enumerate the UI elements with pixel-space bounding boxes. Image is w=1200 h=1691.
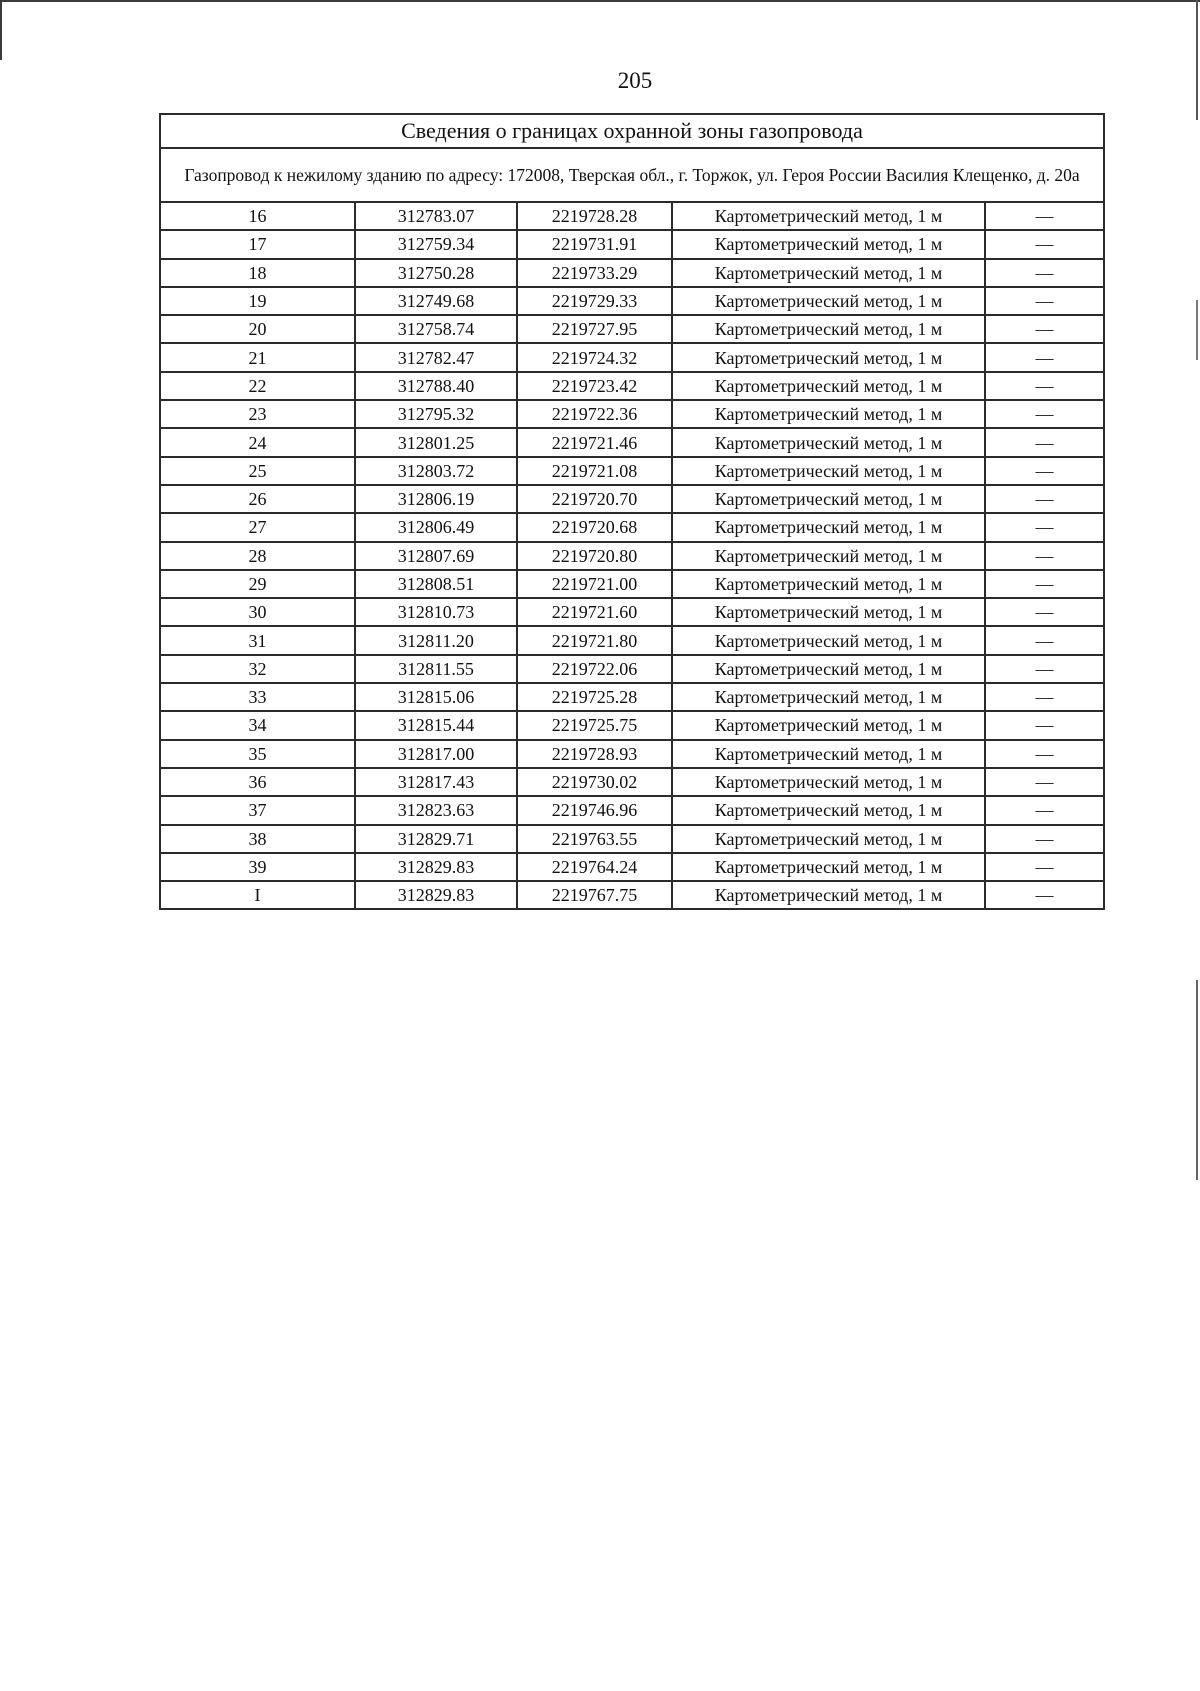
table-row	[160, 287, 1104, 315]
method-cell: Картометрический метод, 1 м	[672, 230, 985, 258]
table-row	[160, 853, 1104, 881]
table-row	[160, 626, 1104, 654]
method-cell: Картометрический метод, 1 м	[672, 825, 985, 853]
y-coordinate-cell: 2219720.68	[517, 513, 672, 541]
x-coordinate-cell: 312758.74	[355, 315, 517, 343]
method-cell: Картометрический метод, 1 м	[672, 259, 985, 287]
x-coordinate-cell: 312815.06	[355, 683, 517, 711]
point-number-cell: 34	[160, 711, 355, 739]
gas-pipeline-protection-zone-table	[159, 113, 1105, 910]
x-coordinate-cell: 312783.07	[355, 202, 517, 230]
y-coordinate-cell: 2219729.33	[517, 287, 672, 315]
table-row	[160, 513, 1104, 541]
x-coordinate-cell: 312811.20	[355, 626, 517, 654]
note-cell: —	[985, 768, 1104, 796]
method-cell: Картометрический метод, 1 м	[672, 570, 985, 598]
method-cell: Картометрический метод, 1 м	[672, 542, 985, 570]
method-cell: Картометрический метод, 1 м	[672, 485, 985, 513]
x-coordinate-cell: 312817.43	[355, 768, 517, 796]
point-number-cell: 19	[160, 287, 355, 315]
y-coordinate-cell: 2219728.93	[517, 740, 672, 768]
note-cell: —	[985, 485, 1104, 513]
point-number-cell: 32	[160, 655, 355, 683]
point-number-cell: I	[160, 881, 355, 909]
x-coordinate-cell: 312829.83	[355, 853, 517, 881]
point-number-cell: 38	[160, 825, 355, 853]
note-cell: —	[985, 230, 1104, 258]
point-number-cell: 33	[160, 683, 355, 711]
table-row	[160, 768, 1104, 796]
y-coordinate-cell: 2219724.32	[517, 343, 672, 371]
table-row	[160, 372, 1104, 400]
y-coordinate-cell: 2219721.80	[517, 626, 672, 654]
x-coordinate-cell: 312782.47	[355, 343, 517, 371]
x-coordinate-cell: 312803.72	[355, 457, 517, 485]
y-coordinate-cell: 2219764.24	[517, 853, 672, 881]
x-coordinate-cell: 312808.51	[355, 570, 517, 598]
note-cell: —	[985, 598, 1104, 626]
x-coordinate-cell: 312759.34	[355, 230, 517, 258]
table-row	[160, 259, 1104, 287]
point-number-cell: 30	[160, 598, 355, 626]
y-coordinate-cell: 2219722.36	[517, 400, 672, 428]
note-cell: —	[985, 711, 1104, 739]
point-number-cell: 36	[160, 768, 355, 796]
table-row	[160, 683, 1104, 711]
note-cell: —	[985, 881, 1104, 909]
table-row	[160, 881, 1104, 909]
y-coordinate-cell: 2219721.00	[517, 570, 672, 598]
x-coordinate-cell: 312806.19	[355, 485, 517, 513]
point-number-cell: 28	[160, 542, 355, 570]
point-number-cell: 35	[160, 740, 355, 768]
table-row	[160, 796, 1104, 824]
table-row	[160, 400, 1104, 428]
x-coordinate-cell: 312810.73	[355, 598, 517, 626]
y-coordinate-cell: 2219733.29	[517, 259, 672, 287]
x-coordinate-cell: 312749.68	[355, 287, 517, 315]
note-cell: —	[985, 202, 1104, 230]
table-row	[160, 711, 1104, 739]
method-cell: Картометрический метод, 1 м	[672, 626, 985, 654]
point-number-cell: 18	[160, 259, 355, 287]
y-coordinate-cell: 2219720.80	[517, 542, 672, 570]
note-cell: —	[985, 287, 1104, 315]
table-title-row	[160, 114, 1104, 148]
method-cell: Картометрический метод, 1 м	[672, 428, 985, 456]
point-number-cell: 17	[160, 230, 355, 258]
y-coordinate-cell: 2219725.75	[517, 711, 672, 739]
y-coordinate-cell: 2219721.60	[517, 598, 672, 626]
note-cell: —	[985, 315, 1104, 343]
x-coordinate-cell: 312829.83	[355, 881, 517, 909]
note-cell: —	[985, 853, 1104, 881]
x-coordinate-cell: 312750.28	[355, 259, 517, 287]
note-cell: —	[985, 740, 1104, 768]
method-cell: Картометрический метод, 1 м	[672, 598, 985, 626]
table-row	[160, 315, 1104, 343]
method-cell: Картометрический метод, 1 м	[672, 740, 985, 768]
x-coordinate-cell: 312823.63	[355, 796, 517, 824]
table-row	[160, 598, 1104, 626]
note-cell: —	[985, 259, 1104, 287]
note-cell: —	[985, 570, 1104, 598]
scan-edge-top	[0, 0, 1200, 2]
method-cell: Картометрический метод, 1 м	[672, 768, 985, 796]
table-row	[160, 485, 1104, 513]
table-subtitle: Газопровод к нежилому зданию по адресу: 172008, Тверская обл., г. Торжок, ул. Героя России Василия Клещенко, д. 20а	[160, 148, 1104, 202]
point-number-cell: 31	[160, 626, 355, 654]
note-cell: —	[985, 428, 1104, 456]
table-row	[160, 343, 1104, 371]
method-cell: Картометрический метод, 1 м	[672, 315, 985, 343]
point-number-cell: 25	[160, 457, 355, 485]
x-coordinate-cell: 312815.44	[355, 711, 517, 739]
note-cell: —	[985, 626, 1104, 654]
table-body	[160, 114, 1104, 909]
point-number-cell: 26	[160, 485, 355, 513]
method-cell: Картометрический метод, 1 м	[672, 287, 985, 315]
method-cell: Картометрический метод, 1 м	[672, 796, 985, 824]
point-number-cell: 27	[160, 513, 355, 541]
point-number-cell: 21	[160, 343, 355, 371]
scan-edge-right	[1196, 0, 1198, 1691]
method-cell: Картометрический метод, 1 м	[672, 457, 985, 485]
y-coordinate-cell: 2219721.46	[517, 428, 672, 456]
method-cell: Картометрический метод, 1 м	[672, 655, 985, 683]
point-number-cell: 37	[160, 796, 355, 824]
point-number-cell: 16	[160, 202, 355, 230]
note-cell: —	[985, 796, 1104, 824]
method-cell: Картометрический метод, 1 м	[672, 372, 985, 400]
note-cell: —	[985, 372, 1104, 400]
note-cell: —	[985, 655, 1104, 683]
y-coordinate-cell: 2219725.28	[517, 683, 672, 711]
table-row	[160, 428, 1104, 456]
y-coordinate-cell: 2219728.28	[517, 202, 672, 230]
y-coordinate-cell: 2219730.02	[517, 768, 672, 796]
y-coordinate-cell: 2219731.91	[517, 230, 672, 258]
method-cell: Картометрический метод, 1 м	[672, 202, 985, 230]
note-cell: —	[985, 683, 1104, 711]
note-cell: —	[985, 457, 1104, 485]
point-number-cell: 24	[160, 428, 355, 456]
note-cell: —	[985, 542, 1104, 570]
table-row	[160, 570, 1104, 598]
table-row	[160, 457, 1104, 485]
y-coordinate-cell: 2219722.06	[517, 655, 672, 683]
x-coordinate-cell: 312801.25	[355, 428, 517, 456]
point-number-cell: 29	[160, 570, 355, 598]
table-row	[160, 202, 1104, 230]
table-row	[160, 740, 1104, 768]
point-number-cell: 39	[160, 853, 355, 881]
y-coordinate-cell: 2219763.55	[517, 825, 672, 853]
table-subtitle-row	[160, 148, 1104, 202]
method-cell: Картометрический метод, 1 м	[672, 513, 985, 541]
method-cell: Картометрический метод, 1 м	[672, 881, 985, 909]
point-number-cell: 22	[160, 372, 355, 400]
x-coordinate-cell: 312788.40	[355, 372, 517, 400]
note-cell: —	[985, 400, 1104, 428]
method-cell: Картометрический метод, 1 м	[672, 343, 985, 371]
method-cell: Картометрический метод, 1 м	[672, 400, 985, 428]
y-coordinate-cell: 2219767.75	[517, 881, 672, 909]
x-coordinate-cell: 312829.71	[355, 825, 517, 853]
table-row	[160, 542, 1104, 570]
y-coordinate-cell: 2219720.70	[517, 485, 672, 513]
method-cell: Картометрический метод, 1 м	[672, 853, 985, 881]
x-coordinate-cell: 312817.00	[355, 740, 517, 768]
method-cell: Картометрический метод, 1 м	[672, 683, 985, 711]
y-coordinate-cell: 2219727.95	[517, 315, 672, 343]
x-coordinate-cell: 312807.69	[355, 542, 517, 570]
x-coordinate-cell: 312806.49	[355, 513, 517, 541]
table-title: Сведения о границах охранной зоны газопровода	[160, 114, 1104, 148]
x-coordinate-cell: 312811.55	[355, 655, 517, 683]
note-cell: —	[985, 513, 1104, 541]
method-cell: Картометрический метод, 1 м	[672, 711, 985, 739]
note-cell: —	[985, 825, 1104, 853]
point-number-cell: 20	[160, 315, 355, 343]
note-cell: —	[985, 343, 1104, 371]
table-row	[160, 825, 1104, 853]
y-coordinate-cell: 2219746.96	[517, 796, 672, 824]
table-row	[160, 655, 1104, 683]
y-coordinate-cell: 2219723.42	[517, 372, 672, 400]
table-row	[160, 230, 1104, 258]
scan-edge-left	[0, 0, 2, 60]
page-number: 205	[617, 68, 653, 93]
y-coordinate-cell: 2219721.08	[517, 457, 672, 485]
point-number-cell: 23	[160, 400, 355, 428]
x-coordinate-cell: 312795.32	[355, 400, 517, 428]
